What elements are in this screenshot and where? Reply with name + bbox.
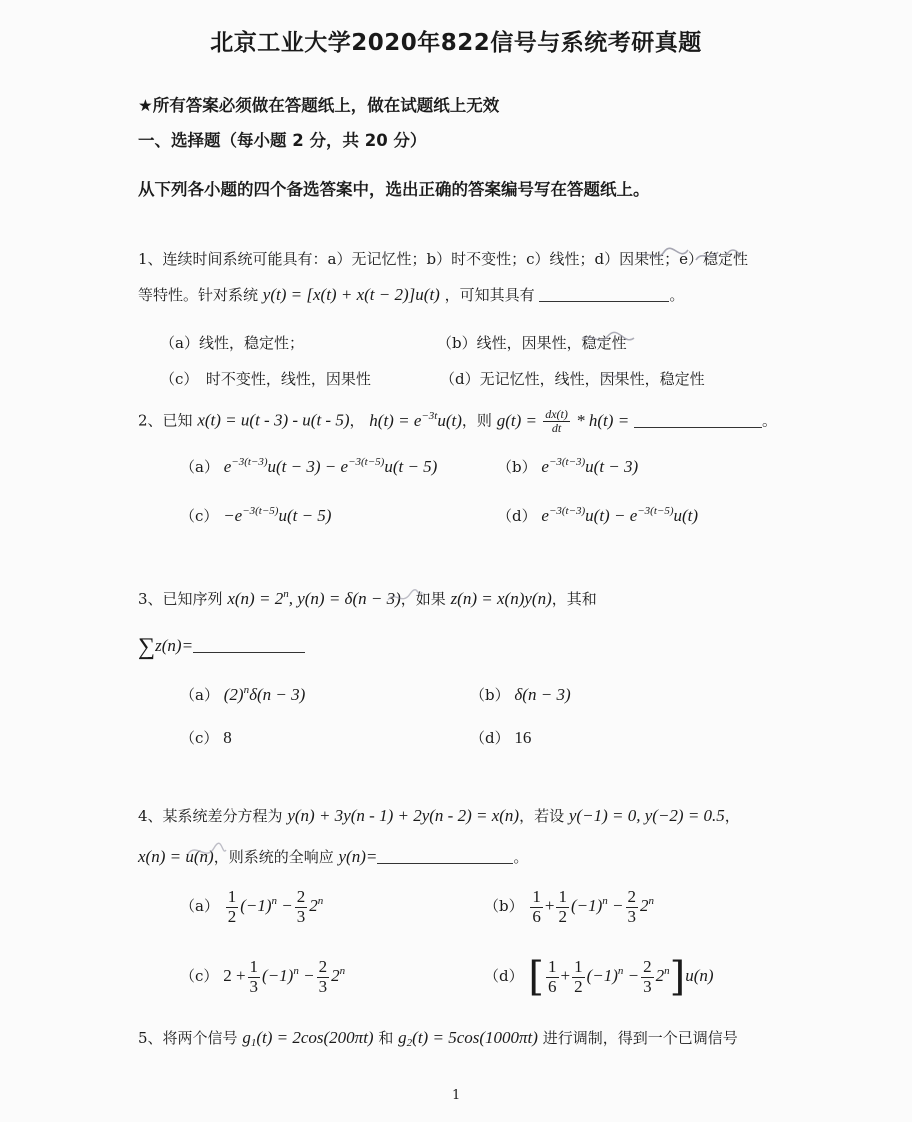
q5-text-3: 进行调制，得到一个已调信号 bbox=[542, 1029, 738, 1047]
q5-text-2: 和 bbox=[378, 1029, 394, 1047]
q3-formula-z: z(n) = x(n)y(n) bbox=[450, 589, 552, 608]
q1-text: 等特性。针对系统 bbox=[138, 286, 259, 304]
sum-symbol: ∑ bbox=[138, 634, 156, 660]
q3-label-d: （d） bbox=[470, 729, 510, 747]
pencil-scribble-q1 bbox=[636, 242, 748, 268]
q1-line2 bbox=[138, 284, 684, 305]
q4-formula-y: y(n)= bbox=[338, 847, 378, 866]
q2-stem: 2、已知 x(t) = u(t - 3) - u(t - 5)， $h(t) = e^{-3t}u(t)$，则 g(t) = $\frac{dx(t)}{dt}$ * h(t) = 。 bbox=[138, 407, 777, 436]
q2-label-d: （d） bbox=[497, 507, 537, 525]
q5-formula-g1: $g_1(t) = 2\cos(200\pi t)$ bbox=[242, 1028, 374, 1049]
q1-option-d: （d）无记忆性，线性，因果性，稳定性 bbox=[440, 370, 705, 388]
q4-formula-eq: y(n) + 3y(n - 1) + 2y(n - 2) = x(n) bbox=[287, 806, 520, 825]
q3-option-d-value: 16 bbox=[514, 728, 532, 747]
q1-text-2: ，可知其具有 bbox=[444, 286, 535, 304]
section-instruction: 从下列各小题的四个备选答案中，选出正确的答案编号写在答题纸上。 bbox=[138, 180, 650, 199]
q3-option-d bbox=[470, 727, 531, 748]
q3-answer-blank bbox=[193, 652, 305, 653]
q2-label-c: （c） bbox=[180, 507, 219, 525]
q4-text-3: ，则系统的全响应 bbox=[213, 848, 334, 866]
q3-label-c: （c） bbox=[180, 729, 219, 747]
pencil-scribble-q4 bbox=[184, 838, 228, 864]
q3-formula-x: x(n) = 2$^n$, y(n) = δ(n − 3) bbox=[227, 588, 401, 608]
q3-option-a: （a） $(2)^n\delta(n - 3)$ bbox=[180, 684, 306, 704]
pencil-scribble-q1c bbox=[598, 364, 624, 386]
q2-formula-h: $h(t) = e^{-3t}u(t)$ bbox=[369, 409, 462, 430]
q2-option-b: （b） $e^{-3(t-3)}u(t - 3)$ bbox=[497, 456, 639, 476]
q3-stem bbox=[138, 588, 597, 609]
q4-line2: x(n) = u(n)，则系统的全响应 y(n)= 。 bbox=[138, 847, 529, 866]
q3-option-c bbox=[180, 727, 232, 748]
pencil-scribble-q3 bbox=[384, 584, 424, 608]
q4-option-c: （c） 2 + $\frac{1}{3}$ $(-1)^n$ − $\frac{2}{3}$ 2$^n$ bbox=[180, 957, 346, 996]
q1-option-c: （c） 时不变性，线性，因果性 bbox=[160, 370, 371, 388]
q4-label-d: （d） bbox=[484, 967, 524, 985]
page-title: 北京工业大学2020年822信号与系统考研真题 bbox=[210, 30, 702, 56]
q4-option-b: （b） $\frac{1}{6}$ + $\frac{1}{2}$ $(-1)^n$ − $\frac{2}{3}$ 2$^n$ bbox=[484, 887, 655, 926]
q1-option-b: （b）线性，因果性，稳定性 bbox=[437, 334, 627, 352]
q2-label-b: （b） bbox=[497, 458, 537, 476]
q1-formula: y(t) = [x(t) + x(t − 2)]u(t) bbox=[262, 285, 440, 304]
q1-end: 。 bbox=[669, 286, 685, 304]
q4-answer-blank bbox=[377, 863, 513, 864]
q2-formula-g: g(t) = $\frac{dx(t)}{dt}$ * h(t) = bbox=[496, 407, 630, 436]
q3-text: 3、已知序列 bbox=[138, 590, 223, 608]
q3-sum-line bbox=[138, 634, 305, 661]
q2-option-c: $(c) -e^{-3(t-5)}u(t - 5)$ bbox=[180, 505, 332, 525]
q2-formula-x: x(t) = u(t - 3) - u(t - 5) bbox=[197, 410, 350, 430]
q3-label-b: （b） bbox=[470, 686, 510, 704]
q3-text-2: ，如果 bbox=[400, 590, 446, 608]
q2-label-a: （a） bbox=[180, 458, 219, 476]
notice: ★所有答案必须做在答题纸上，做在试题纸上无效 bbox=[138, 96, 500, 115]
q5-formula-g2: $g_2(t) = 5\cos(1000\pi t)$ bbox=[398, 1028, 538, 1049]
q1-option-a: （a）线性，稳定性； bbox=[160, 334, 304, 352]
q3-option-b: （b） δ(n − 3) bbox=[470, 685, 571, 704]
q2-text: 2、已知 bbox=[138, 411, 193, 430]
q2-option-d: （d） $e^{-3(t-3)}u(t) - e^{-3(t-5)}u(t)$ bbox=[497, 505, 699, 525]
q2-text-2: ，则 bbox=[461, 411, 492, 430]
q3-text-3: ，其和 bbox=[551, 590, 597, 608]
q5-text: 5、将两个信号 bbox=[138, 1029, 238, 1047]
q1-line1: 1、连续时间系统可能具有：a）无记忆性；b）时不变性；c）线性；d）因果性；e）稳定性 bbox=[138, 250, 748, 268]
q4-label-b: （b） bbox=[484, 897, 524, 916]
q2-option-a: （a） $e^{-3(t-3)}u(t - 3) - e^{-3(t-5)}u(t - 5)$ bbox=[180, 456, 438, 476]
q3-formula-sum: z(n)= bbox=[155, 636, 194, 655]
q3-option-c-value: 8 bbox=[223, 728, 232, 747]
q5-line1 bbox=[138, 1027, 738, 1048]
q4-label-c: （c） bbox=[180, 967, 219, 986]
q4-text-2: ，若设 bbox=[519, 807, 565, 825]
q4-option-a: （a） $\frac{1}{2}$ $(-1)^n$ − $\frac{2}{3}$ 2$^n$ bbox=[180, 887, 324, 926]
q4-option-d: （d） [ $\frac{1}{6}$ + $\frac{1}{2}$ $(-1)^n$ − $\frac{2}{3}$ 2$^n$]u(n) bbox=[484, 954, 714, 1000]
q4-line1: 4、某系统差分方程为 y(n) + 3y(n - 1) + 2y(n - 2) = x(n)，若设 y(−1) = 0, y(−2) = 0.5， bbox=[138, 806, 740, 825]
q2-answer-blank bbox=[634, 427, 762, 428]
page-number: 1 bbox=[452, 1088, 461, 1103]
q1-answer-blank bbox=[539, 301, 669, 302]
q3-label-a: （a） bbox=[180, 686, 219, 704]
q4-text: 4、某系统差分方程为 bbox=[138, 807, 283, 825]
q4-label-a: （a） bbox=[180, 897, 219, 916]
pencil-scribble-q1b bbox=[578, 328, 640, 350]
q4-formula-init: y(−1) = 0, y(−2) = 0.5 bbox=[568, 806, 725, 825]
q4-formula-input: x(n) = u(n) bbox=[138, 847, 214, 866]
section-heading: 一、选择题（每小题 2 分，共 20 分） bbox=[138, 131, 427, 150]
